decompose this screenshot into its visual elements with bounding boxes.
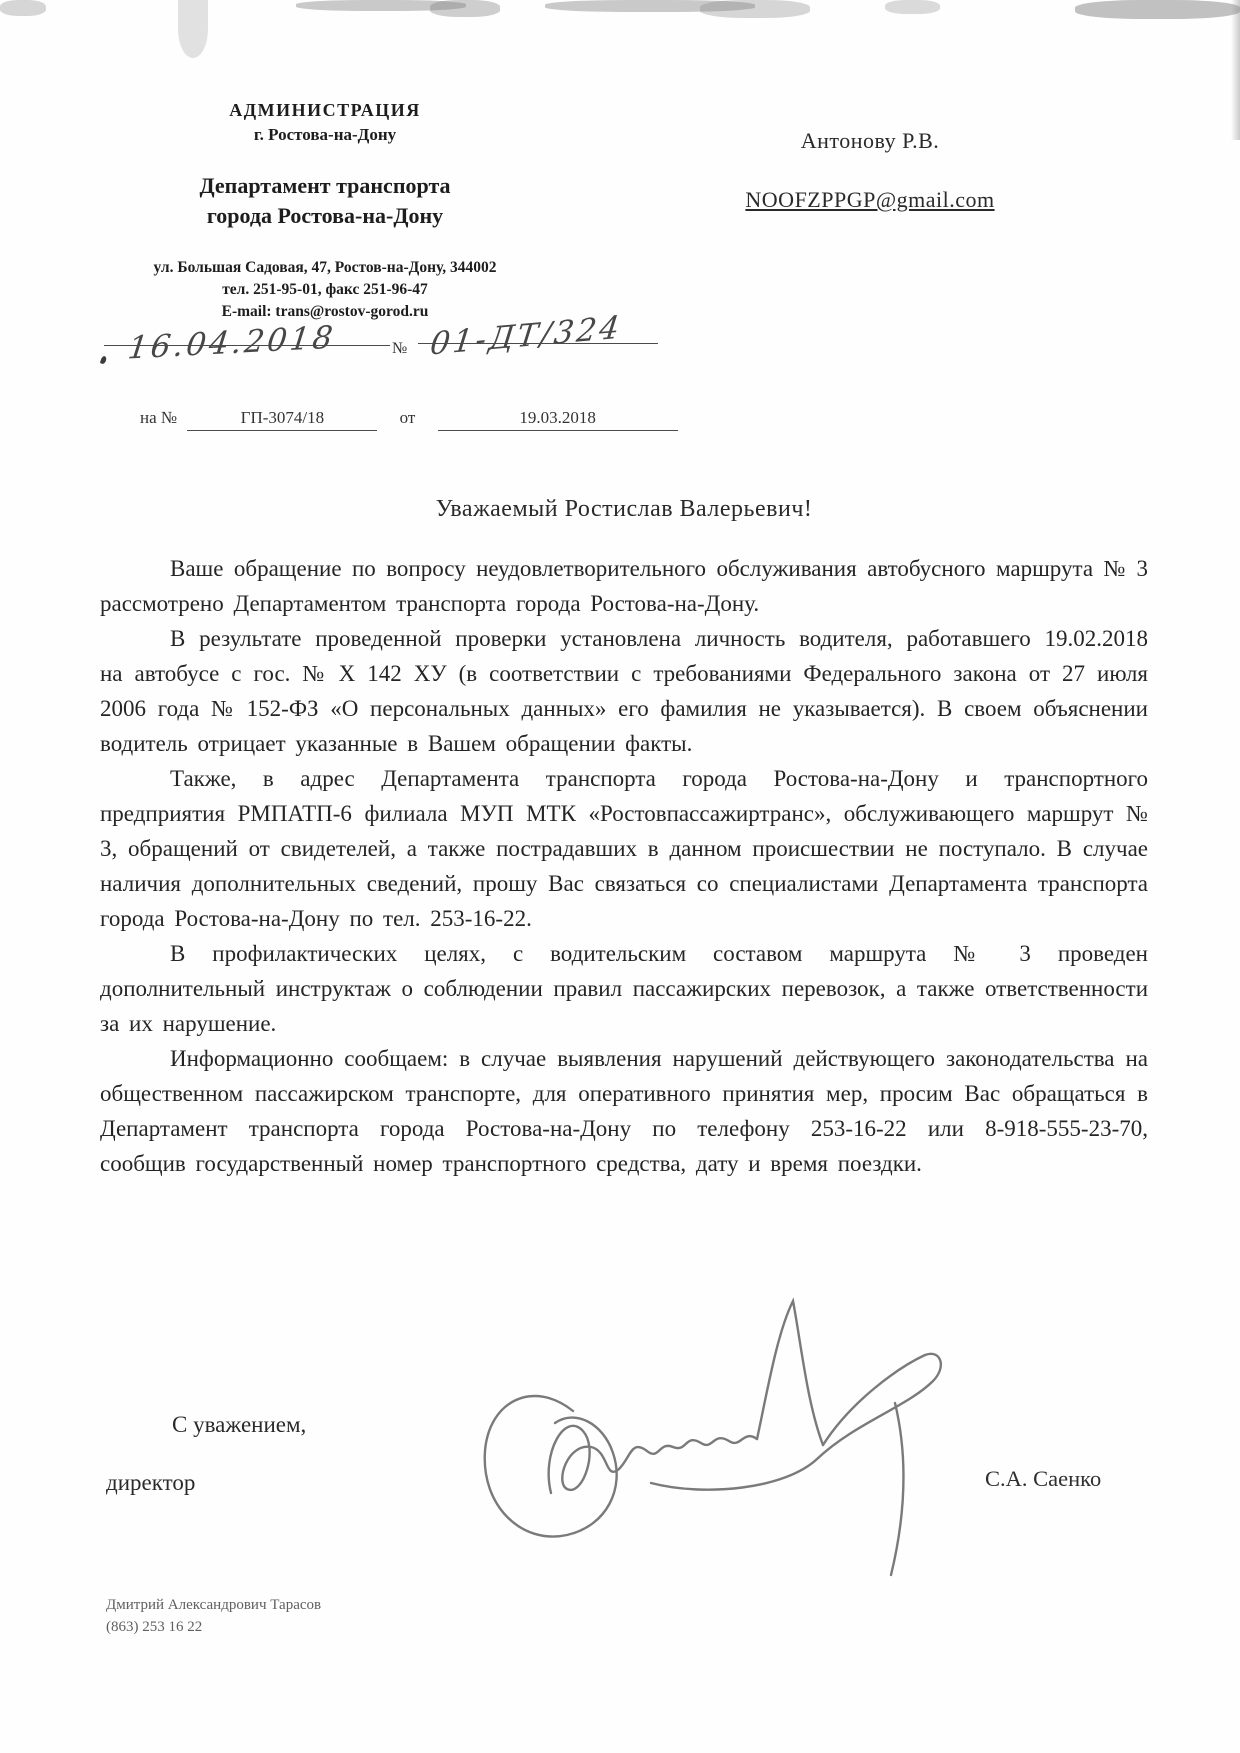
executor-phone: (863) 253 16 22 (106, 1619, 203, 1635)
recipient-name: Антонову Р.В. (800, 128, 940, 153)
outgoing-number-handwritten: 01-ДТ/324 (428, 309, 625, 363)
executor-footer (106, 1594, 321, 1638)
department-line1: Департамент транспорта (199, 173, 451, 198)
number-sign-label: № (392, 340, 408, 357)
outgoing-date-handwritten: 16.04.2018 (125, 319, 338, 367)
scan-smudge (1075, 0, 1240, 19)
signer-position: директор (106, 1470, 196, 1495)
incoming-reference-row (140, 408, 678, 431)
scan-edge-shadow (1231, 0, 1240, 140)
reply-prefix-label: на № (140, 408, 178, 427)
body-paragraph: Ваше обращение по вопросу неудовлетворительного обслуживания автобусного маршрута № 3 рассмотрено Департаментом транспорта города Ростова-на-Дону. (100, 556, 1148, 616)
closing-regards: С уважением, (172, 1412, 307, 1437)
sender-phone: тел. 251-95-01, факс 251-96-47 (222, 281, 428, 298)
ink-dot (100, 355, 107, 364)
body-paragraph: В результате проведенной проверки установлена личность водителя, работавшего 19.02.2018 на автобусе с гос. № Х 142 ХУ (в соответствии с требованиями Федерального закона от 27 июля 2006 года № 152-ФЗ «О персональных данных» его фамилия не указывается). В своем объяснении водитель отрицает указанные в Вашем обращении факты. (100, 626, 1148, 756)
number-underline (418, 343, 658, 344)
recipient-block (655, 128, 1085, 213)
executor-name: Дмитрий Александрович Тарасов (106, 1597, 322, 1613)
sender-contacts (110, 257, 540, 323)
scan-smudge (885, 0, 940, 14)
incoming-date: 19.03.2018 (438, 408, 678, 431)
scan-smudge (178, 0, 208, 58)
department-name (110, 171, 540, 231)
org-name-line2: г. Ростова-на-Дону (253, 125, 397, 144)
body-paragraph: В профилактических целях, с водительским составом маршрута № 3 проведен дополнительный инструктаж о соблюдении правил пассажирских перевозок, а также ответственности за их нарушение. (100, 941, 1148, 1036)
signature-scribble (455, 1283, 975, 1583)
department-line2: города Ростова-на-Дону (206, 203, 444, 228)
scan-smudge (0, 0, 46, 16)
scan-smudge (700, 0, 810, 18)
date-underline (104, 345, 390, 346)
from-label: от (399, 408, 416, 427)
body-paragraph: Информационно сообщаем: в случае выявления нарушений действующего законодательства на общественном пассажирском транспорте, для оперативного принятия мер, просим Вас обращаться в Департамент транспорта города Ростова-на-Дону по телефону 253-16-22 или 8-918-555-23-70, сообщив государственный номер транспортного средства, дату и время поездки. (100, 1046, 1148, 1176)
sender-header (110, 100, 540, 323)
recipient-email: NOOFZPPGP@gmail.com (745, 187, 995, 212)
signer-name: С.А. Саенко (985, 1466, 1102, 1491)
sender-address: ул. Большая Садовая, 47, Ростов-на-Дону, 344002 (153, 259, 497, 276)
salutation: Уважаемый Ростислав Валерьевич! (435, 496, 813, 522)
scan-smudge (430, 0, 500, 17)
body-paragraph: Также, в адрес Департамента транспорта города Ростова-на-Дону и транспортного предприятия РМПАТП-6 филиала МУП МТК «Ростовпассажиртранс», обслуживающего маршрут № 3, обращений от свидетелей, а также пострадавших в данном происшествии не поступало. В случае наличия дополнительных сведений, прошу Вас связаться со специалистами Департамента транспорта города Ростова-на-Дону по тел. 253-16-22. (100, 766, 1148, 931)
sender-email: E-mail: trans@rostov-gorod.ru (221, 303, 429, 320)
incoming-number: ГП-3074/18 (187, 408, 377, 431)
org-name-line1: АДМИНИСТРАЦИЯ (229, 100, 421, 120)
letter-body (100, 551, 1148, 1181)
